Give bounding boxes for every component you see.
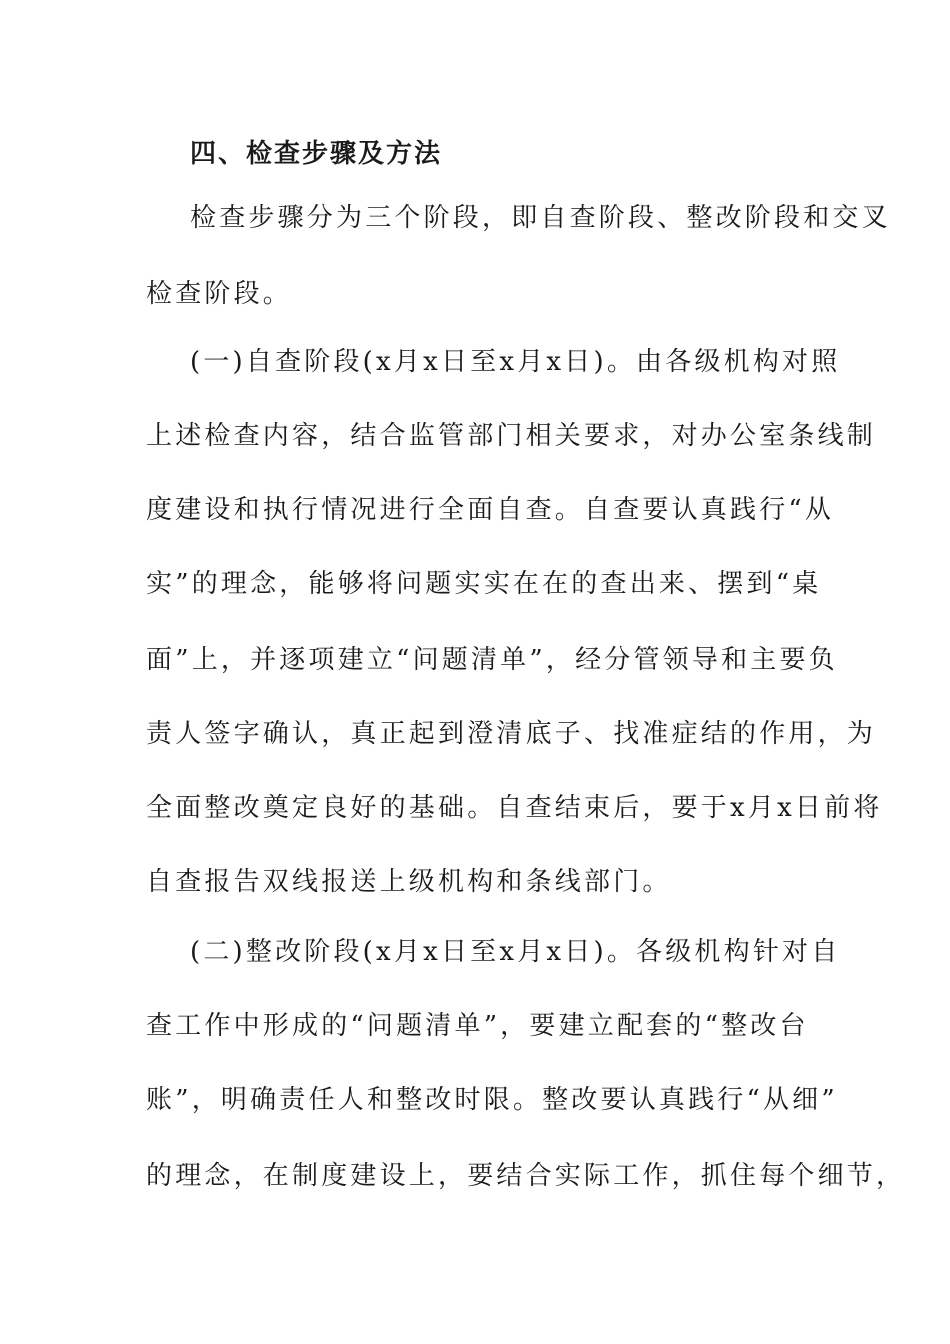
paragraph-line: 面”上，并逐项建立“问题清单”，经分管领导和主要负 — [146, 645, 838, 675]
paragraph-line: (一)自查阶段(x月x日至x月x日)。由各级机构对照 — [190, 347, 841, 377]
section-heading: 四、检查步骤及方法 — [190, 139, 443, 169]
paragraph-line: 检查阶段。 — [146, 279, 293, 309]
paragraph-line: (二)整改阶段(x月x日至x月x日)。各级机构针对自 — [190, 937, 841, 967]
paragraph-line: 全面整改奠定良好的基础。自查结束后，要于x月x日前将 — [146, 793, 883, 823]
paragraph-line: 的理念，在制度建设上，要结合实际工作，抓住每个细节， — [146, 1161, 906, 1191]
paragraph-line: 账”，明确责任人和整改时限。整改要认真践行“从细” — [146, 1085, 838, 1115]
paragraph-line: 检查步骤分为三个阶段，即自查阶段、整改阶段和交叉 — [190, 203, 891, 233]
paragraph-line: 查工作中形成的“问题清单”，要建立配套的“整改台 — [146, 1011, 809, 1041]
paragraph-line: 度建设和执行情况进行全面自查。自查要认真践行“从 — [146, 495, 835, 525]
paragraph-line: 责人签字确认，真正起到澄清底子、找准症结的作用，为 — [146, 719, 877, 749]
paragraph-line: 自查报告双线报送上级机构和条线部门。 — [146, 867, 672, 897]
paragraph-line: 上述检查内容，结合监管部门相关要求，对办公室条线制 — [146, 421, 877, 451]
paragraph-line: 实”的理念，能够将问题实实在在的查出来、摆到“桌 — [146, 569, 822, 599]
